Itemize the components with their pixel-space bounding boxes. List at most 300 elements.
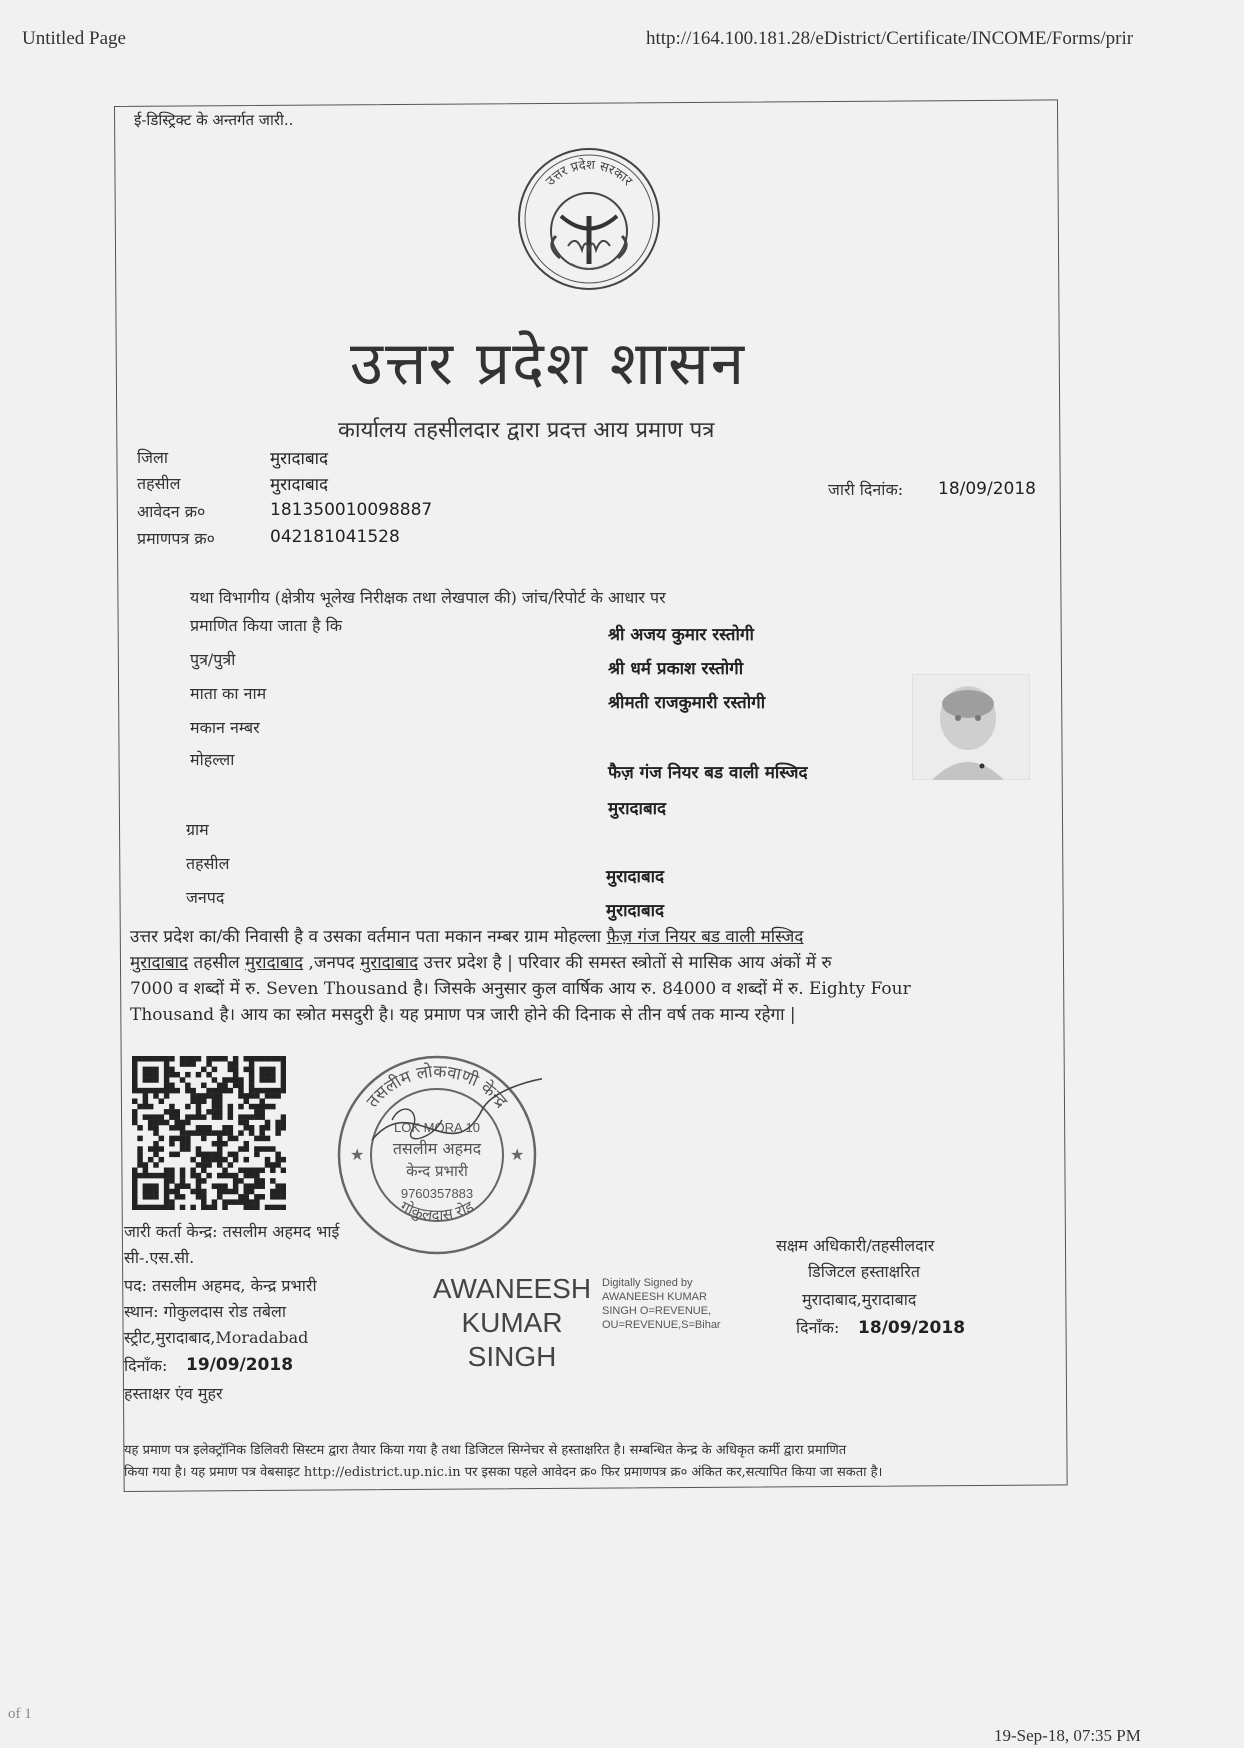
qr-module	[259, 1088, 265, 1094]
qr-module	[132, 1067, 138, 1073]
qr-module	[265, 1146, 271, 1152]
qr-module	[244, 1141, 250, 1147]
father-label: पुत्र/पुत्री	[190, 650, 236, 669]
print-timestamp: 19-Sep-18, 07:35 PM	[994, 1726, 1141, 1745]
qr-module	[281, 1168, 286, 1174]
qr-module	[238, 1083, 244, 1089]
qr-module	[153, 1173, 159, 1179]
qr-module	[169, 1088, 175, 1094]
qr-module	[206, 1109, 212, 1115]
qr-module	[254, 1205, 260, 1210]
qr-module	[281, 1183, 286, 1189]
qr-module	[143, 1088, 149, 1094]
qr-module	[265, 1077, 271, 1083]
qr-module	[281, 1157, 286, 1163]
qr-module	[148, 1125, 154, 1131]
qr-module	[254, 1152, 260, 1158]
qr-module	[174, 1152, 180, 1158]
qr-module	[265, 1157, 271, 1163]
qr-module	[206, 1093, 212, 1099]
qr-module	[217, 1083, 223, 1089]
qr-module	[164, 1178, 170, 1184]
qr-module	[217, 1088, 223, 1094]
center-stamp	[332, 1050, 542, 1260]
authority-digital-signed: डिजिटल हस्ताक्षरित	[808, 1262, 920, 1281]
svg-text:उत्तर प्रदेश सरकार	[543, 157, 635, 190]
qr-module	[222, 1157, 228, 1163]
qr-module	[143, 1183, 149, 1189]
page-marker: of 1	[8, 1706, 32, 1722]
qr-module	[190, 1173, 196, 1179]
qr-module	[153, 1114, 159, 1120]
qr-module	[185, 1120, 191, 1126]
qr-module	[281, 1114, 286, 1120]
qr-module	[265, 1120, 271, 1126]
qr-module	[180, 1183, 186, 1189]
footer-line-2: किया गया है। यह प्रमाण पत्र वेबसाइट http://edistrict.up.nic.in पर इसका पहले आवेदन क्र० फिर प्रमाणपत्र क्र० अंकित कर,सत्यापित किया जा सकता है।	[124, 1465, 883, 1480]
qr-module	[222, 1141, 228, 1147]
qr-module	[164, 1093, 170, 1099]
qr-module	[132, 1083, 138, 1089]
qr-module	[164, 1173, 170, 1179]
qr-module	[174, 1125, 180, 1131]
para-locality-underlined: फ़ैज़ गंज नियर बड वाली मस्जिद	[606, 927, 804, 947]
qr-module	[233, 1136, 239, 1142]
qr-module	[244, 1120, 250, 1126]
qr-module	[249, 1173, 255, 1179]
qr-module	[281, 1077, 286, 1083]
qr-module	[180, 1130, 186, 1136]
qr-module	[132, 1194, 138, 1200]
qr-module	[222, 1205, 228, 1210]
qr-module	[169, 1067, 175, 1073]
qr-module	[270, 1056, 276, 1062]
qr-module	[137, 1104, 143, 1110]
qr-module	[148, 1120, 154, 1126]
qr-module	[249, 1199, 255, 1205]
qr-module	[249, 1083, 255, 1089]
qr-module	[228, 1162, 234, 1168]
qr-module	[265, 1125, 271, 1131]
issuer-csc: सी-.एस.सी.	[124, 1248, 195, 1267]
qr-module	[137, 1146, 143, 1152]
issue-date-value: 18/09/2018	[938, 479, 1036, 499]
qr-module	[212, 1130, 218, 1136]
qr-module	[169, 1173, 175, 1179]
qr-module	[233, 1072, 239, 1078]
qr-module	[217, 1098, 223, 1104]
sig-meta-line2: AWANEESH KUMAR	[602, 1291, 707, 1303]
qr-module	[206, 1056, 212, 1062]
qr-module	[164, 1056, 170, 1062]
qr-module	[254, 1173, 260, 1179]
stamp-line-4: 9760357883	[400, 1186, 474, 1201]
qr-module	[174, 1088, 180, 1094]
svg-text:★: ★	[510, 1145, 525, 1164]
qr-module	[228, 1189, 234, 1195]
qr-module	[217, 1189, 223, 1195]
qr-module	[180, 1194, 186, 1200]
stamp-line-2: तसलीम अहमद	[392, 1139, 482, 1158]
qr-module	[212, 1152, 218, 1158]
qr-module	[217, 1109, 223, 1115]
qr-module	[212, 1098, 218, 1104]
para-line-4: Thousand है। आय का स्त्रोत मसदुरी है। यह प्रमाण पत्र जारी होने की दिनाक से तीन वर्ष तक मान्य रहेगा |	[130, 1005, 796, 1025]
qr-module	[180, 1120, 186, 1126]
qr-module	[238, 1199, 244, 1205]
qr-module	[233, 1173, 239, 1179]
qr-module	[185, 1114, 191, 1120]
qr-module	[228, 1104, 234, 1110]
qr-module	[228, 1130, 234, 1136]
qr-module	[275, 1162, 281, 1168]
qr-module	[201, 1157, 207, 1163]
qr-module	[132, 1098, 138, 1104]
qr-module	[164, 1088, 170, 1094]
qr-module	[201, 1205, 207, 1210]
qr-module	[222, 1077, 228, 1083]
qr-module	[164, 1183, 170, 1189]
qr-module	[275, 1183, 281, 1189]
qr-module	[164, 1205, 170, 1210]
qr-module	[137, 1205, 143, 1210]
qr-module	[169, 1104, 175, 1110]
qr-module	[148, 1072, 154, 1078]
stamp-line-1: LOK MORA 10	[394, 1120, 480, 1135]
qr-module	[249, 1183, 255, 1189]
qr-module	[201, 1194, 207, 1200]
qr-module	[201, 1199, 207, 1205]
signer-name-line3: SINGH	[467, 1341, 557, 1372]
qr-module	[137, 1136, 143, 1142]
qr-module	[174, 1120, 180, 1126]
qr-module	[190, 1205, 196, 1210]
qr-module	[217, 1173, 223, 1179]
qr-module	[174, 1189, 180, 1195]
qr-module	[244, 1067, 250, 1073]
qr-module	[217, 1093, 223, 1099]
qr-module	[275, 1189, 281, 1195]
father-value: श्री धर्म प्रकाश रस्तोगी	[608, 659, 744, 679]
qr-module	[244, 1093, 250, 1099]
qr-module	[228, 1199, 234, 1205]
qr-module	[143, 1194, 149, 1200]
qr-module	[169, 1199, 175, 1205]
qr-module	[169, 1114, 175, 1120]
qr-module	[228, 1061, 234, 1067]
digital-signature-meta	[602, 1276, 721, 1332]
issuer-date-label: दिनाँक:	[124, 1356, 168, 1375]
certificate-paragraph	[130, 924, 1050, 1028]
qr-module	[249, 1077, 255, 1083]
qr-module	[249, 1125, 255, 1131]
qr-module	[164, 1109, 170, 1115]
qr-module	[212, 1205, 218, 1210]
qr-module	[249, 1061, 255, 1067]
intro-line-2: प्रमाणित किया जाता है कि	[190, 616, 343, 635]
qr-module	[201, 1168, 207, 1174]
qr-module	[238, 1178, 244, 1184]
qr-module	[238, 1120, 244, 1126]
qr-module	[238, 1093, 244, 1099]
qr-module	[201, 1067, 207, 1073]
qr-module	[143, 1104, 149, 1110]
qr-module	[244, 1098, 250, 1104]
qr-module	[137, 1088, 143, 1094]
issuer-place-line2: स्ट्रीट,मुरादाबाद,Moradabad	[124, 1328, 309, 1347]
qr-module	[169, 1083, 175, 1089]
qr-module	[249, 1088, 255, 1094]
qr-module	[153, 1072, 159, 1078]
qr-module	[153, 1152, 159, 1158]
para-city-underlined: मुरादाबाद	[130, 953, 189, 973]
qr-module	[153, 1141, 159, 1147]
qr-module	[132, 1088, 138, 1094]
qr-module	[259, 1109, 265, 1115]
qr-module	[228, 1088, 234, 1094]
qr-module	[174, 1114, 180, 1120]
qr-module	[249, 1114, 255, 1120]
qr-module	[254, 1109, 260, 1115]
qr-module	[196, 1114, 202, 1120]
qr-module	[201, 1130, 207, 1136]
qr-module	[206, 1205, 212, 1210]
qr-module	[270, 1178, 276, 1184]
application-no-label: आवेदन क्र०	[137, 502, 206, 521]
qr-module	[201, 1189, 207, 1195]
qr-module	[169, 1205, 175, 1210]
qr-module	[164, 1072, 170, 1078]
sig-meta-line4: OU=REVENUE,S=Bihar	[602, 1319, 721, 1331]
qr-module	[270, 1189, 276, 1195]
qr-module	[169, 1141, 175, 1147]
applicant-photo	[912, 674, 1030, 780]
qr-module	[185, 1104, 191, 1110]
certificate-subtitle: कार्यालय तहसीलदार द्वारा प्रदत्त आय प्रमाण पत्र	[338, 418, 715, 443]
tehsil-field-value: मुरादाबाद	[606, 867, 665, 887]
qr-module	[254, 1104, 260, 1110]
issuer-signature-label: हस्ताक्षर एंव मुहर	[124, 1384, 223, 1403]
sig-meta-line1: Digitally Signed by	[602, 1277, 693, 1289]
qr-module	[196, 1146, 202, 1152]
qr-module	[143, 1072, 149, 1078]
qr-module	[196, 1130, 202, 1136]
qr-module	[217, 1152, 223, 1158]
qr-module	[143, 1056, 149, 1062]
authority-title: सक्षम अधिकारी/तहसीलदार	[776, 1236, 935, 1255]
qr-module	[259, 1194, 265, 1200]
certificate-no-label: प्रमाणपत्र क्र०	[137, 529, 215, 548]
qr-module	[190, 1056, 196, 1062]
qr-module	[159, 1088, 165, 1094]
qr-module	[217, 1056, 223, 1062]
qr-module	[281, 1072, 286, 1078]
qr-module	[222, 1173, 228, 1179]
qr-module	[196, 1098, 202, 1104]
sig-meta-line3: SINGH O=REVENUE,	[602, 1305, 712, 1317]
signer-name-line1: AWANEESH	[432, 1273, 592, 1304]
svg-text:★: ★	[350, 1145, 365, 1164]
qr-module	[233, 1083, 239, 1089]
qr-module	[228, 1114, 234, 1120]
qr-module	[217, 1114, 223, 1120]
qr-module	[185, 1146, 191, 1152]
qr-module	[174, 1072, 180, 1078]
page-url: http://164.100.181.28/eDistrict/Certificate/INCOME/Forms/prir	[646, 28, 1134, 49]
qr-module	[206, 1173, 212, 1179]
qr-module	[148, 1157, 154, 1163]
qr-module	[265, 1093, 271, 1099]
qr-module	[228, 1173, 234, 1179]
qr-module	[281, 1189, 286, 1195]
qr-module	[212, 1088, 218, 1094]
qr-module	[190, 1061, 196, 1067]
qr-module	[222, 1189, 228, 1195]
qr-module	[275, 1056, 281, 1062]
qr-module	[148, 1146, 154, 1152]
qr-module	[185, 1136, 191, 1142]
qr-module	[132, 1114, 138, 1120]
qr-module	[275, 1120, 281, 1126]
qr-module	[196, 1189, 202, 1195]
qr-module	[196, 1093, 202, 1099]
up-emblem	[516, 146, 662, 292]
qr-module	[169, 1109, 175, 1115]
qr-module	[185, 1130, 191, 1136]
qr-module	[164, 1189, 170, 1195]
issuer-center: जारी कर्ता केन्द्र: तसलीम अहमद भाई	[124, 1222, 340, 1241]
qr-module	[132, 1189, 138, 1195]
qr-module	[148, 1173, 154, 1179]
qr-module	[153, 1067, 159, 1073]
qr-module	[206, 1162, 212, 1168]
qr-module	[185, 1072, 191, 1078]
qr-module	[196, 1194, 202, 1200]
qr-module	[201, 1114, 207, 1120]
qr-module	[201, 1136, 207, 1142]
qr-module	[185, 1088, 191, 1094]
qr-module	[212, 1067, 218, 1073]
qr-module	[233, 1061, 239, 1067]
district-label: जिला	[137, 448, 169, 467]
qr-module	[132, 1056, 138, 1062]
qr-module	[275, 1205, 281, 1210]
qr-module	[196, 1173, 202, 1179]
qr-module	[132, 1183, 138, 1189]
qr-module	[180, 1178, 186, 1184]
locality-label: मोहल्ला	[190, 750, 235, 769]
qr-module	[275, 1093, 281, 1099]
qr-module	[132, 1205, 138, 1210]
qr-module	[238, 1168, 244, 1174]
qr-module	[196, 1152, 202, 1158]
qr-module	[201, 1178, 207, 1184]
qr-module	[254, 1088, 260, 1094]
qr-module	[265, 1072, 271, 1078]
qr-module	[254, 1136, 260, 1142]
qr-module	[244, 1205, 250, 1210]
qr-module	[206, 1152, 212, 1158]
qr-module	[132, 1120, 138, 1126]
qr-module	[143, 1077, 149, 1083]
qr-module	[249, 1072, 255, 1078]
qr-module	[164, 1168, 170, 1174]
qr-module	[137, 1056, 143, 1062]
qr-module	[185, 1083, 191, 1089]
government-title: उत्तर प्रदेश शासन	[350, 329, 747, 399]
qr-module	[281, 1083, 286, 1089]
qr-module	[238, 1114, 244, 1120]
para-line-3: 7000 व शब्दों में रु. Seven Thousand है। जिसके अनुसार कुल वार्षिक आय रु. 84000 व शब्दों में रु. Eighty Four	[130, 979, 911, 999]
qr-module	[148, 1194, 154, 1200]
qr-module	[281, 1061, 286, 1067]
qr-module	[148, 1205, 154, 1210]
qr-module	[206, 1061, 212, 1067]
qr-module	[148, 1189, 154, 1195]
qr-module	[159, 1114, 165, 1120]
qr-module	[148, 1077, 154, 1083]
qr-module	[212, 1199, 218, 1205]
qr-module	[233, 1183, 239, 1189]
qr-module	[153, 1130, 159, 1136]
qr-module	[153, 1120, 159, 1126]
qr-module	[190, 1093, 196, 1099]
qr-module	[244, 1114, 250, 1120]
locality-city-value: मुरादाबाद	[608, 799, 667, 819]
qr-module	[270, 1104, 276, 1110]
qr-module	[206, 1157, 212, 1163]
qr-module	[180, 1061, 186, 1067]
qr-module	[222, 1183, 228, 1189]
qr-module	[238, 1077, 244, 1083]
qr-module	[190, 1130, 196, 1136]
qr-module	[196, 1178, 202, 1184]
qr-module	[265, 1162, 271, 1168]
digital-signature-name	[420, 1272, 604, 1374]
stamp-ring-text: तसलीम लोकवाणी केन्द्र	[362, 1061, 512, 1112]
qr-module	[217, 1162, 223, 1168]
qr-module	[281, 1125, 286, 1131]
qr-module	[180, 1136, 186, 1142]
qr-module	[153, 1077, 159, 1083]
qr-module	[201, 1125, 207, 1131]
qr-module	[259, 1077, 265, 1083]
qr-module	[212, 1183, 218, 1189]
qr-module	[275, 1130, 281, 1136]
qr-module	[180, 1205, 186, 1210]
qr-module	[159, 1146, 165, 1152]
qr-module	[148, 1183, 154, 1189]
house-no-label: मकान नम्बर	[190, 718, 260, 737]
qr-module	[185, 1141, 191, 1147]
page-title: Untitled Page	[22, 28, 126, 49]
qr-module	[143, 1205, 149, 1210]
qr-module	[137, 1157, 143, 1163]
qr-module	[180, 1056, 186, 1062]
qr-module	[164, 1194, 170, 1200]
qr-module	[196, 1056, 202, 1062]
para-line2-rest: उत्तर प्रदेश है | परिवार की समस्त स्त्रोतों से मासिक आय अंकों में रु	[418, 953, 832, 973]
qr-module	[259, 1104, 265, 1110]
qr-module	[259, 1178, 265, 1184]
qr-module	[206, 1125, 212, 1131]
district-field-label: जनपद	[186, 888, 225, 907]
qr-module	[185, 1061, 191, 1067]
qr-module	[159, 1120, 165, 1126]
qr-module	[217, 1136, 223, 1142]
qr-module	[180, 1141, 186, 1147]
qr-module	[228, 1136, 234, 1142]
